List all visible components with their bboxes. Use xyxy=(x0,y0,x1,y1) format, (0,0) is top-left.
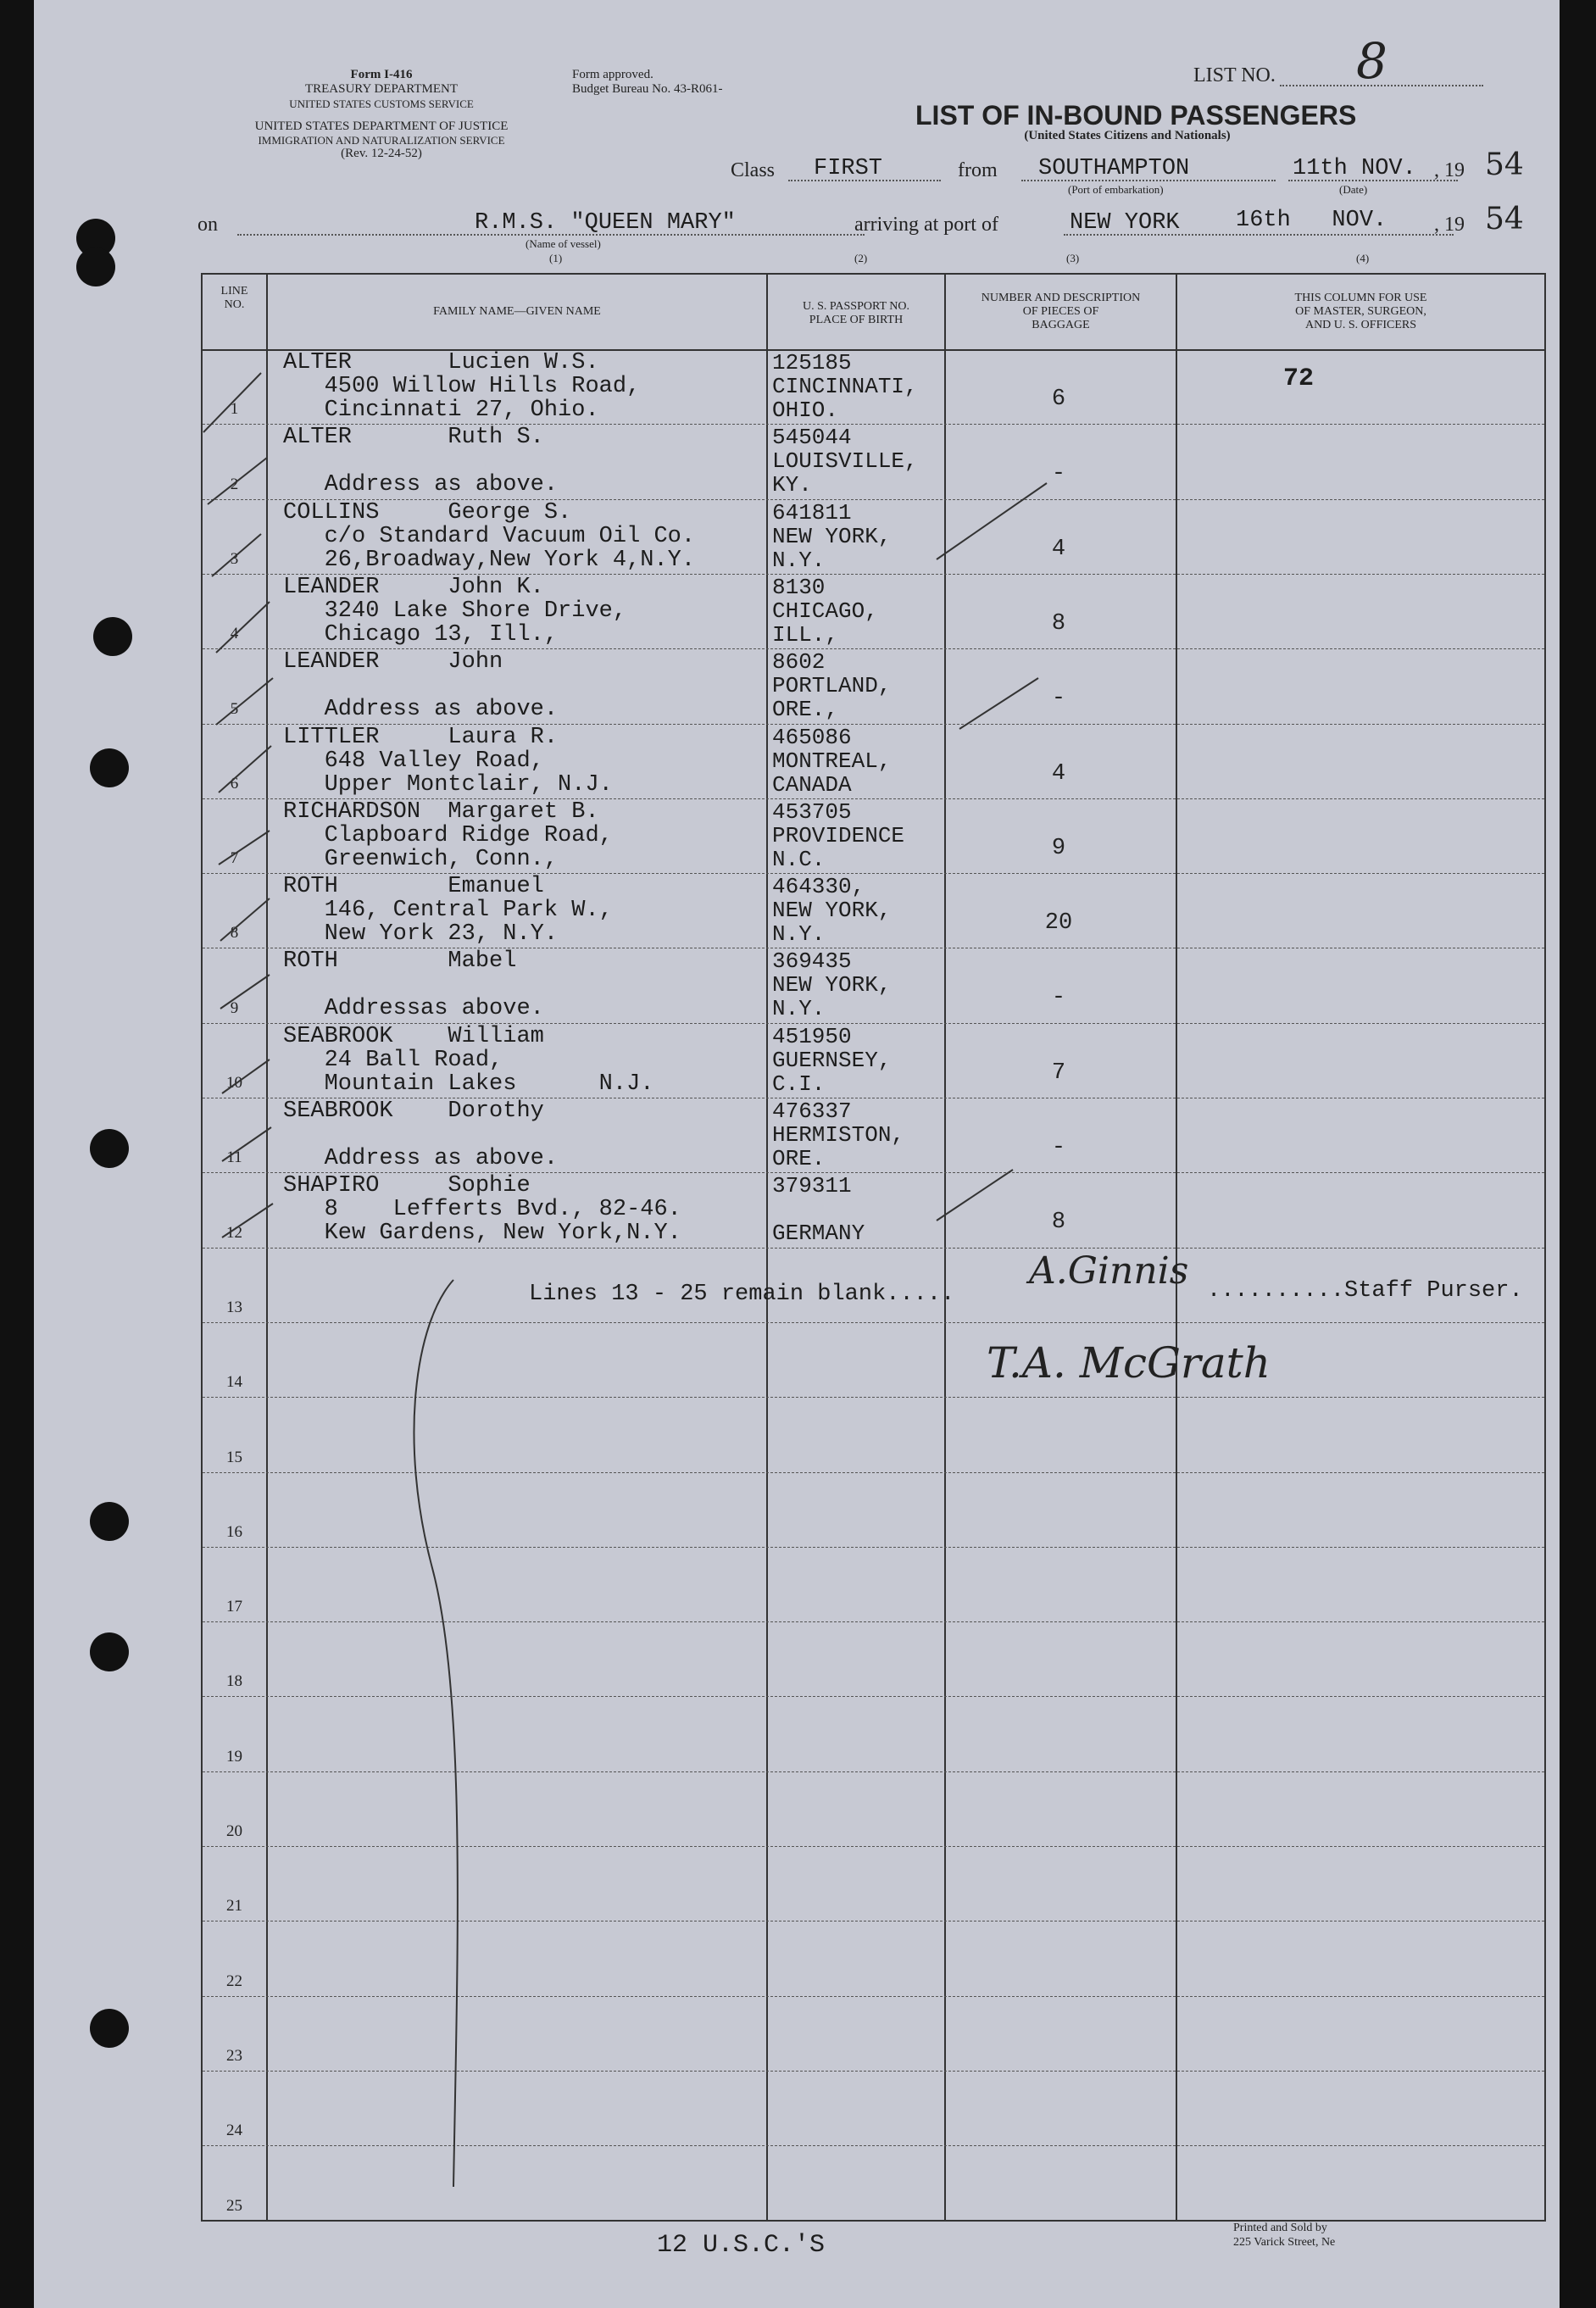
line-number: 9 xyxy=(230,998,239,1017)
budget-bureau: Budget Bureau No. 43-R061- xyxy=(572,82,723,96)
line-number: 22 xyxy=(226,1972,242,1990)
line-number: 24 xyxy=(226,2122,242,2140)
passenger-name-address: ALTER Lucien W.S. 4500 Willow Hills Road, Cincinnati 27, Ohio. xyxy=(283,350,641,423)
col-header-name: FAMILY NAME—GIVEN NAME xyxy=(433,305,601,318)
embark-port: SOUTHAMPTON xyxy=(1038,156,1190,181)
class-value: FIRST xyxy=(814,156,883,181)
customs-service: UNITED STATES CUSTOMS SERVICE xyxy=(289,97,474,110)
baggage-count: 6 xyxy=(1051,387,1066,412)
embark-caption: (Port of embarkation) xyxy=(1068,183,1164,196)
vessel-caption: (Name of vessel) xyxy=(526,237,601,250)
line-number: 17 xyxy=(226,1598,242,1616)
caption-2: (2) xyxy=(854,252,868,264)
caption-3: (3) xyxy=(1066,252,1080,264)
passenger-name-address: RICHARDSON Margaret B. Clapboard Ridge Road, Greenwich, Conn., xyxy=(283,798,613,872)
line-number: 25 xyxy=(226,2196,242,2215)
passenger-name-address: ROTH Emanuel 146, Central Park W., New York 23, N.Y. xyxy=(283,874,613,948)
passenger-name-address: COLLINS George S. c/o Standard Vacuum Oil Co. 26,Broadway,New York 4,N.Y. xyxy=(283,499,696,573)
col-header-line: LINE NO. xyxy=(220,285,248,311)
class-label: Class xyxy=(731,159,776,181)
passenger-name-address: ALTER Ruth S. Address as above. xyxy=(283,425,559,498)
passenger-name-address: LEANDER John Address as above. xyxy=(283,649,559,723)
vessel-name: R.M.S. "QUEEN MARY" xyxy=(475,210,736,236)
passport-birthplace: 8602 PORTLAND, ORE., xyxy=(772,649,892,723)
form-number: Form I-416 xyxy=(350,68,413,81)
embark-date: 11th NOV. xyxy=(1293,156,1416,181)
line-number: 14 xyxy=(226,1373,242,1392)
passport-birthplace: 379311 GERMANY xyxy=(772,1173,865,1247)
officer-note: 72 xyxy=(1283,364,1315,393)
line-number: 15 xyxy=(226,1448,242,1466)
line-number: 21 xyxy=(226,1897,242,1916)
passenger-name-address: LITTLER Laura R. 648 Valley Road, Upper Montclair, N.J. xyxy=(283,724,613,798)
passport-birthplace: 465086 MONTREAL, CANADA xyxy=(772,724,892,798)
baggage-count: - xyxy=(1051,1135,1066,1160)
passenger-name-address: LEANDER John K. 3240 Lake Shore Drive, Chicago 13, Ill., xyxy=(283,574,627,648)
line-number: 18 xyxy=(226,1672,242,1691)
line-number: 1 xyxy=(230,400,239,419)
line-number: 11 xyxy=(226,1148,242,1167)
arrival-port: NEW YORK xyxy=(1070,210,1180,236)
baggage-count: 8 xyxy=(1051,1210,1066,1236)
manifest-page xyxy=(34,0,1560,2308)
line-number: 16 xyxy=(226,1522,242,1541)
passport-birthplace: 369435 NEW YORK, N.Y. xyxy=(772,948,892,1022)
year-value: 54 xyxy=(1485,147,1524,182)
page-title: LIST OF IN-BOUND PASSENGERS xyxy=(915,100,1357,131)
arrival-year-prefix: , 19 xyxy=(1434,214,1465,236)
line-number: 13 xyxy=(226,1298,242,1316)
line-number: 6 xyxy=(230,774,239,793)
baggage-count: 4 xyxy=(1051,536,1066,562)
purser-signature: A.Ginnis xyxy=(1029,1249,1189,1293)
line-number: 3 xyxy=(230,549,239,568)
year-prefix: , 19 xyxy=(1434,159,1465,181)
line-number: 20 xyxy=(226,1822,242,1840)
line-number: 4 xyxy=(230,625,239,643)
col-header-baggage: NUMBER AND DESCRIPTION OF PIECES OF BAGGAGE xyxy=(981,292,1141,331)
baggage-count: - xyxy=(1051,461,1066,487)
passport-birthplace: 125185 CINCINNATI, OHIO. xyxy=(772,350,918,423)
printer-note: Printed and Sold by 225 Varick Street, Ne xyxy=(1233,2222,1336,2249)
revision: (Rev. 12-24-52) xyxy=(341,147,422,160)
passenger-name-address: SHAPIRO Sophie 8 Lefferts Bvd., 82-46. Kew Gardens, New York,N.Y. xyxy=(283,1173,681,1247)
passport-birthplace: 8130 CHICAGO, ILL., xyxy=(772,574,878,648)
line-number: 7 xyxy=(230,849,239,868)
immigration-service: IMMIGRATION AND NATURALIZATION SERVICE xyxy=(258,134,505,147)
col-header-passport: U. S. PASSPORT NO. PLACE OF BIRTH xyxy=(803,300,909,326)
baggage-count: 4 xyxy=(1051,760,1066,787)
footer-stamp: 12 U.S.C.'S xyxy=(657,2231,826,2260)
passport-birthplace: 453705 PROVIDENCE N.C. xyxy=(772,798,905,872)
line-number: 23 xyxy=(226,2046,242,2065)
page-subtitle: (United States Citizens and Nationals) xyxy=(1024,129,1231,142)
caption-4: (4) xyxy=(1356,252,1370,264)
passenger-name-address: SEABROOK William 24 Ball Road, Mountain Lakes N.J. xyxy=(283,1023,654,1097)
line-number: 8 xyxy=(230,924,239,943)
line-number: 2 xyxy=(230,475,239,493)
blank-lines-note: Lines 13 - 25 remain blank..... xyxy=(529,1282,955,1307)
on-label: on xyxy=(197,214,218,236)
baggage-count: - xyxy=(1051,985,1066,1011)
list-number: 8 xyxy=(1356,32,1387,90)
line-number: 5 xyxy=(230,699,239,718)
baggage-count: 8 xyxy=(1051,610,1066,637)
arrival-date: 16th NOV. xyxy=(1236,208,1387,233)
passport-birthplace: 641811 NEW YORK, N.Y. xyxy=(772,499,892,573)
list-label: LIST NO. xyxy=(1193,64,1276,86)
from-label: from xyxy=(958,159,998,181)
baggage-count: 7 xyxy=(1051,1059,1066,1086)
date-caption: (Date) xyxy=(1339,183,1368,196)
form-approved: Form approved. xyxy=(572,68,653,81)
line-number: 10 xyxy=(226,1074,242,1092)
purser-label: ..........Staff Purser. xyxy=(1207,1278,1523,1304)
baggage-count: 9 xyxy=(1051,835,1066,861)
passenger-name-address: ROTH Mabel Addressas above. xyxy=(283,948,544,1022)
col-header-officers: THIS COLUMN FOR USE OF MASTER, SURGEON, AND U. S. OFFICERS xyxy=(1294,292,1427,331)
passport-birthplace: 545044 LOUISVILLE, KY. xyxy=(772,425,918,498)
check-marks xyxy=(34,0,1560,2308)
arrival-year: 54 xyxy=(1485,202,1524,236)
baggage-count: 20 xyxy=(1044,910,1073,937)
treasury-dept: TREASURY DEPARTMENT xyxy=(304,82,459,96)
passenger-name-address: SEABROOK Dorothy Address as above. xyxy=(283,1098,559,1171)
passport-birthplace: 464330, NEW YORK, N.Y. xyxy=(772,874,892,948)
justice-dept: UNITED STATES DEPARTMENT OF JUSTICE xyxy=(254,120,509,133)
baggage-count: - xyxy=(1051,686,1066,712)
line-number: 12 xyxy=(226,1223,242,1242)
line-number: 19 xyxy=(226,1747,242,1766)
caption-1: (1) xyxy=(549,252,563,264)
passport-birthplace: 451950 GUERNSEY, C.I. xyxy=(772,1023,892,1097)
arriving-label: arriving at port of xyxy=(854,214,998,236)
passport-birthplace: 476337 HERMISTON, ORE. xyxy=(772,1098,905,1171)
officer-signature: T.A. McGrath xyxy=(987,1338,1271,1388)
